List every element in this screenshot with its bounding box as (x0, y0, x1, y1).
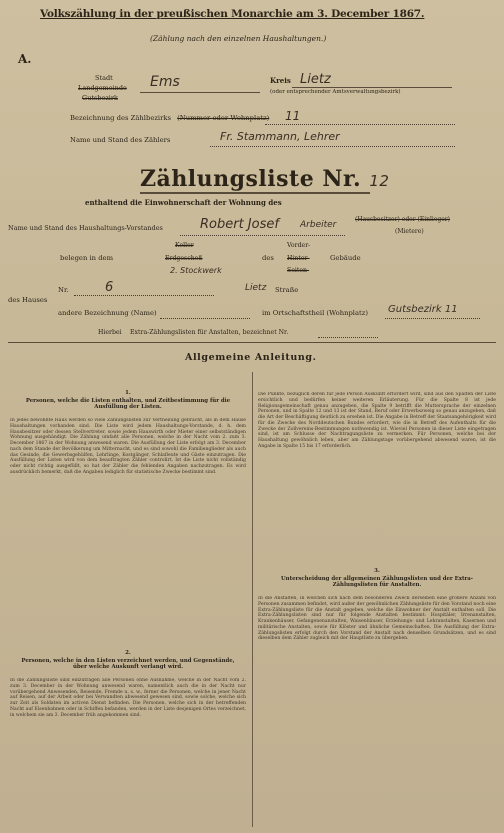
place-rule (140, 92, 260, 93)
extra-rule (318, 337, 378, 338)
kreis-rule (292, 87, 452, 88)
right-column-text-2: In die Anstalten, in welchen sich nach dem besonderen Zweck derselben eine größere Anzahl von Personen zusammen befindet, wird außer der gewöhnlichen Zählungsliste für den Vorstand noch eine Extra-Zählungsliste für die Anstalt gegeben, welche die Einwohner der Anstalt enthalten soll. Die Extra-Zählungslisten sind nur für folgende Anstalten bestimmt: Hospitäler, Irrenanstalten, Krankenhäuser, Gefangenenanstalten, Waisenhäuser, Erziehungs- und Lehranstalten, Kasernen und militärische Anstalten, sowie für Klöster und ähnliche Gemeinschaften. Die Ausfüllung der Extra-Zählungslisten erfolgt durch den Vorstand der Anstalt nach denselben Grundsätzen, und es sind dieselben dem Zähler zugleich mit der Hauptliste zu übergeben. (258, 596, 496, 642)
form-subtitle: (Zählung nach den einzelnen Haushaltungen.) (150, 34, 327, 43)
place-value: Ems (150, 74, 180, 90)
list-number: 12 (369, 172, 390, 190)
zaehler-label: Name und Stand des Zählers (70, 136, 171, 144)
zaehlbezirk-value: 11 (285, 109, 301, 123)
section-3-number: 3. (374, 568, 380, 574)
ortschaft-value: Gutsbezirk 11 (388, 304, 458, 315)
andere-rule (160, 318, 250, 319)
landgemeinde-label: Landgemeinde (78, 84, 127, 92)
stockwerk-label: 2. Stockwerk (170, 266, 222, 275)
anleitung-heading: Allgemeine Anleitung. (185, 352, 317, 363)
andere-bezeichnung-label: andere Bezeichnung (Name) (58, 309, 157, 317)
keller-label: Keller (175, 242, 194, 249)
household-stand-value: Arbeiter (300, 220, 337, 230)
list-title-main: Zählungsliste Nr. (140, 166, 362, 192)
zaehler-rule (210, 146, 455, 147)
extra-label: Hierbei (98, 329, 122, 336)
section-letter: A. (18, 52, 32, 66)
ortschaft-rule (385, 318, 480, 319)
des-label: des (262, 254, 274, 262)
stadt-label: Stadt (95, 74, 113, 82)
vorder-label: Vorder- (287, 242, 311, 249)
section-2-text: In die Zählungsliste sind einzutragen alle Personen ohne Ausnahme, welche in der Nacht vom 2. zum 3. December in der Wohnung anwesend waren, namentlich auch die in der Nacht nur vorübergehend Anwesenden, Reisende, Fremde u. s. w., ferner die Personen, welche in jener Nacht auf Reisen, auf der Arbeit oder bei Verwandten abwesend gewesen sind, sowie solche, welche sich zur Zeit als Soldaten im activen Dienst befinden. Die Personen, welche sich in der betreffenden Nacht auf Eisenbahnen oder in Schiffen befanden, werden in der Liste desjenigen Ortes verzeichnet, in welchem sie am 3. December früh angekommen sind. (10, 678, 246, 718)
strasse-label: Straße (275, 286, 299, 294)
section-3-title: Unterscheidung der allgemeinen Zählungslisten und der Extra-Zählungslisten für Anstalten. (280, 576, 474, 588)
form-title: Volkszählung in der preußischen Monarchie am 3. December 1867. (40, 8, 425, 20)
erdgeschoss-label: Erdgeschoß (165, 255, 203, 262)
section-2-number: 2. (125, 650, 131, 656)
title-underline (140, 192, 370, 194)
household-type-options: (Hausbesitzer) oder (Einlieger) (355, 216, 450, 223)
zaehlbezirk-rule (265, 124, 455, 125)
nummer-label: (Nummer oder Wohnplatz) (177, 114, 270, 122)
kreis-note: (oder entsprechender Amtsverwaltungsbezirk) (270, 89, 401, 95)
seiten-label: Seiten- (287, 267, 310, 274)
household-rule (180, 235, 345, 236)
kreis-label: Kreis (270, 76, 291, 85)
household-name-label: Name und Stand des Haushaltungs-Vorstandes (8, 224, 163, 232)
gebaeude-label: Gebäude (330, 254, 361, 262)
zaehlbezirk-label (70, 114, 269, 122)
zaehlbezirk-label-text: Bezeichnung des Zählbezirks (70, 114, 171, 122)
separator-line (8, 342, 496, 343)
household-mieter: (Mietere) (395, 228, 424, 235)
list-title (140, 166, 389, 192)
hinter-label: Hinter- (287, 255, 310, 262)
house-nr-rule (74, 295, 214, 296)
belegen-label: belegen in dem (60, 254, 114, 262)
strasse-value: Lietz (245, 283, 267, 293)
section-1-number: 1. (125, 390, 131, 396)
house-nr-label: Nr. (58, 286, 69, 294)
household-name-value: Robert Josef (200, 217, 279, 232)
list-subtitle: enthaltend die Einwohnerschaft der Wohnung des (85, 198, 282, 207)
house-nr-value: 6 (105, 280, 114, 295)
section-2-title: Personen, welche in den Listen verzeichnet werden, und Gegenstände, über welche Auskunft verlangt wird. (21, 658, 235, 670)
zaehler-value: Fr. Stammann, Lehrer (220, 130, 340, 143)
section-1-text: In jedes bewohnte Haus werden so viele Zählungslisten zur Vertheilung gebracht, als in dem Hause Haushaltungen vorhanden sind. Die Liste wird jedem Haushaltungs-Vorstande, d. h. dem Hausbesitzer oder dessen Stellvertreter, sowie jedem Hauswirth oder Mieter einer selbstständigen Wohnung ausgehändigt. Die Zählung umfaßt alle Personen, welche in der Nacht vom 2. zum 3. December 1867 in der Wohnung anwesend waren. Die Ausfüllung der Liste erfolgt am 3. December nach dem Stande der Bevölkerung um Mitternacht, und es sind sowohl die Familienglieder als auch das Gesinde, die Gewerbsgehülfen, Lehrlinge, Kostgänger, Schlafleute und Gäste einzutragen. Die Ausfüllung der Listen wird von dem beauftragten Zähler controlirt. Ist die Liste nicht vollständig oder nicht richtig ausgefüllt, so hat der Zähler die fehlenden Angaben nachzutragen. Es wird ausdrücklich bemerkt, daß die Angaben lediglich für statistische Zwecke bestimmt sind. (10, 418, 246, 475)
gutsbezirk-label: Gutsbezirk (82, 94, 118, 102)
ortschaft-label: im Ortschaftstheil (Wohnplatz) (262, 309, 368, 317)
extra-text: Extra-Zählungslisten für Anstalten, bezeichnet Nr. (130, 329, 289, 336)
right-column-text-1: Die Punkte, bezüglich deren für jede Person Auskunft erfordert wird, sind aus den Spalten der Liste ersichtlich und bedürfen keiner weiteren Erläuterung. Für die Spalte 8 ist jede Religionsgemeinschaft genau anzugeben, die Spalte 9 betrifft die Muttersprache der einzelnen Personen, und in Spalte 12 und 13 ist der Stand, Beruf oder Erwerbszweig so genau anzugeben, daß die Art der Beschäftigung deutlich zu ersehen ist. Die Angabe in Betreff der Staatsangehörigkeit wird für die Zwecke des Norddeutschen Bundes erfordert, wie die in Betreff des Aufenthalts für die Zwecke der Zollvereins-Bestimmungen nothwendig ist. Wieviel Personen in dieser Liste eingetragen sind, ist am Schlusse der Nachtragungsliste zu vermerken. Für Personen, welche bei der Haushaltung gewöhnlich leben, aber am Zählungstage vorübergehend abwesend waren, ist die Angabe in Spalte 15 bis 17 erforderlich. (258, 392, 496, 449)
kreis-value: Lietz (300, 72, 331, 87)
section-1-title: Personen, welche die Listen enthalten, und Zeitbestimmung für die Ausfüllung der Listen. (25, 398, 231, 410)
des-hauses-label: des Hauses (8, 296, 48, 304)
column-divider (252, 372, 253, 827)
